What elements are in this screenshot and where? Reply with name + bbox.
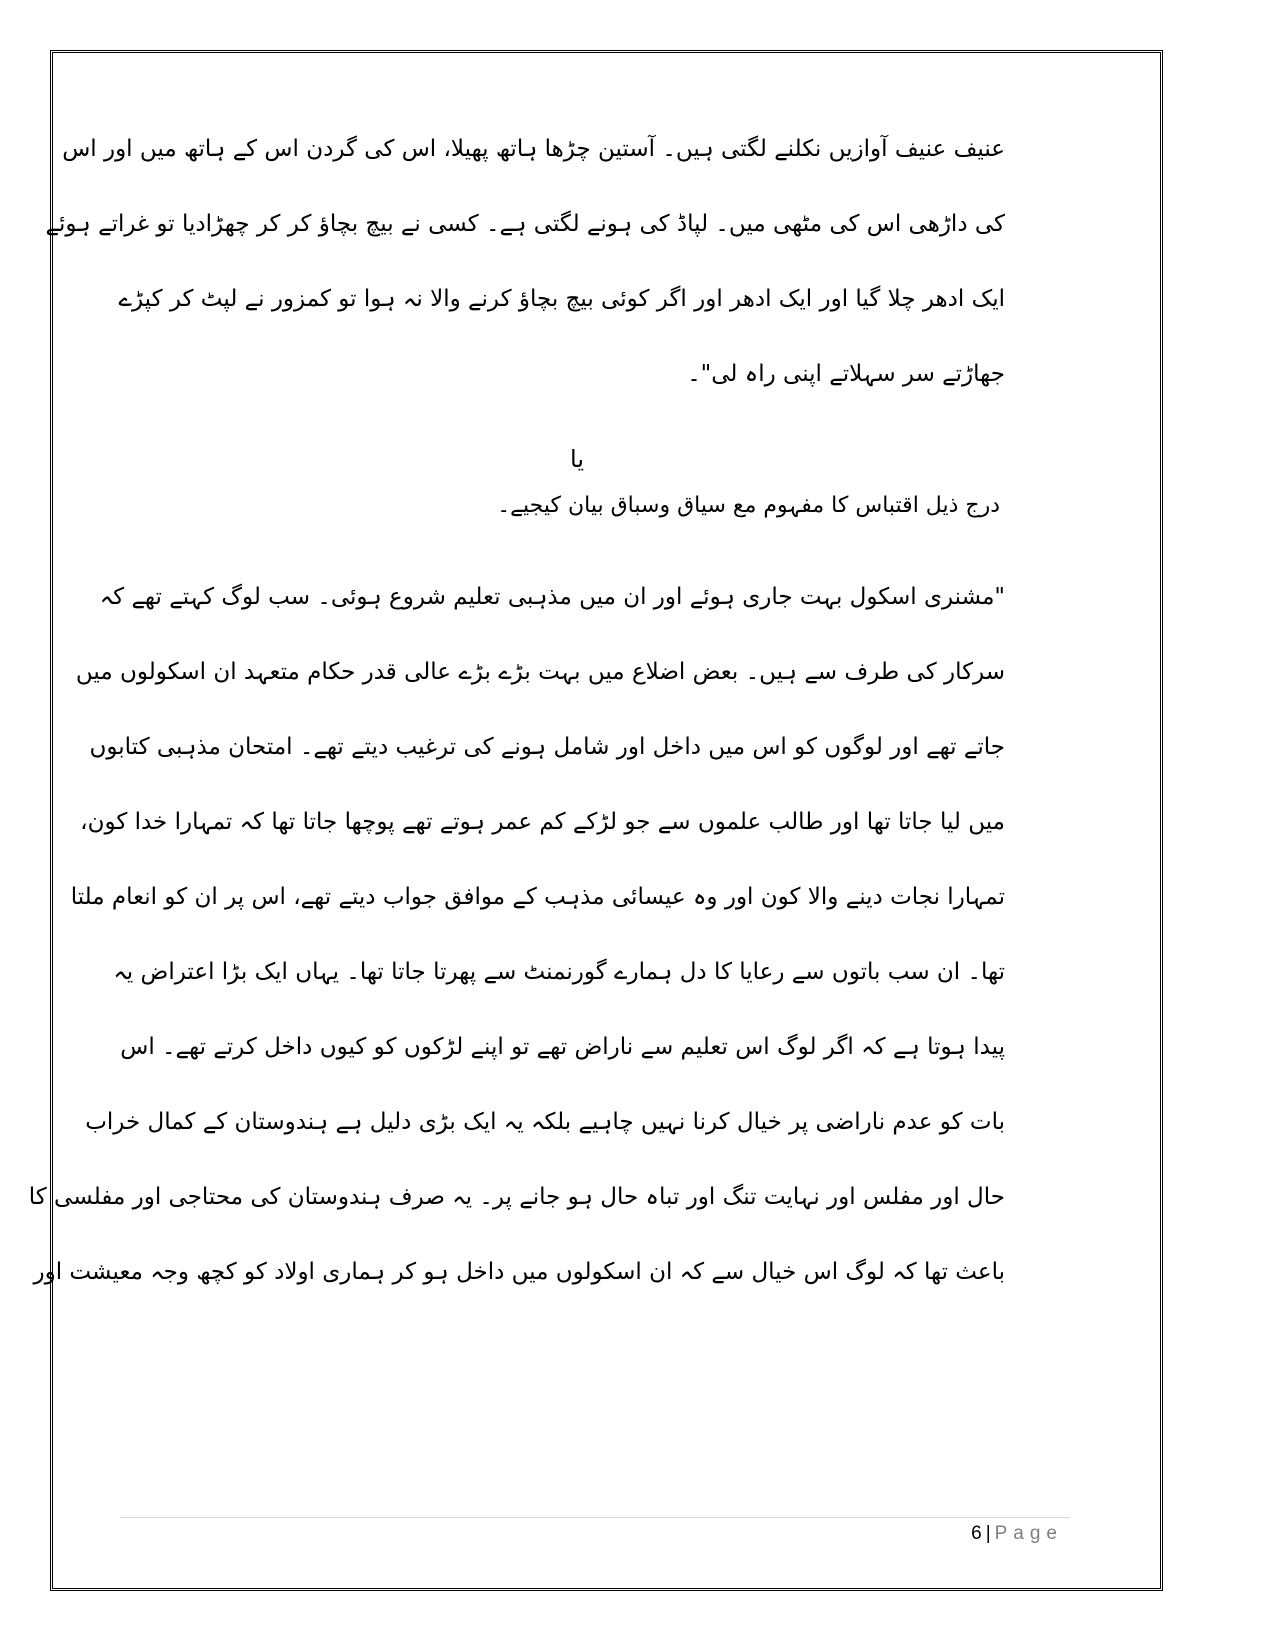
passage-1 (45, 112, 1005, 412)
passage-line: کی داڑھی اس کی مٹھی میں۔ لپاڈ کی ہونے لگتی ہے۔ کسی نے بیچ بچاؤ کر کر چھڑادیا تو غراتے ہوئے (45, 211, 1005, 237)
passage-line: تمہارا نجات دینے والا کون اور وہ عیسائی مذہب کے موافق جواب دیتے تھے، اس پر ان کو انعام ملتا (70, 884, 1005, 910)
passage-line: جاتے تھے اور لوگوں کو اس میں داخل اور شامل ہونے کی ترغیب دیتے تھے۔ امتحان مذہبی کتابوں (89, 734, 1005, 760)
passage-line: پیدا ہوتا ہے کہ اگر لوگ اس تعلیم سے ناراض تھے تو اپنے لڑکوں کو کیوں داخل کرتے تھے۔ اس (120, 1034, 1005, 1060)
passage-line: "مشنری اسکول بہت جاری ہوئے اور ان میں مذہبی تعلیم شروع ہوئی۔ سب لوگ کہتے تھے کہ (99, 584, 1005, 610)
page-label: Page (994, 1523, 1063, 1544)
page-number: 6 (971, 1523, 982, 1544)
passage-line: تھا۔ ان سب باتوں سے رعایا کا دل ہمارے گورنمنٹ سے پھرتا جاتا تھا۔ یہاں ایک بڑا اعتراض یہ (113, 959, 1005, 985)
question-instruction: درج ذیل اقتباس کا مفہوم مع سیاق وسباق بیان کیجیے۔ (497, 493, 1000, 518)
passage-line: باعث تھا کہ لوگ اس خیال سے کہ ان اسکولوں میں داخل ہو کر ہماری اولاد کو کچھ وجہ معیشت اور (33, 1259, 1005, 1285)
passage-line: عنیف عنیف آوازیں نکلنے لگتی ہیں۔ آستین چڑھا ہاتھ پھیلا، اس کی گردن اس کے ہاتھ میں اور اس (62, 136, 1005, 162)
passage-line: ایک ادھر چلا گیا اور ایک ادھر اور اگر کوئی بیچ بچاؤ کرنے والا نہ ہوا تو کمزور نے لپٹ کر کپڑے (118, 286, 1005, 312)
or-label: یا (570, 445, 584, 473)
passage-line: بات کو عدم ناراضی پر خیال کرنا نہیں چاہیے بلکہ یہ ایک بڑی دلیل ہے ہندوستان کے کمال خراب (85, 1109, 1005, 1135)
footer-separator: | (985, 1523, 991, 1544)
passage-line: میں لیا جاتا تھا اور طالب علموں سے جو لڑکے کم عمر ہوتے تھے پوچھا جاتا تھا کہ تمہارا خدا کون، (80, 809, 1005, 835)
passage-line: جھاڑتے سر سہلاتے اپنی راہ لی"۔ (687, 361, 1005, 387)
passage-line: سرکار کی طرف سے ہیں۔ بعض اضلاع میں بہت بڑے بڑے عالی قدر حکام متعہد ان اسکولوں میں (75, 659, 1005, 685)
footer-divider (120, 1517, 1070, 1518)
passage-line: حال اور مفلس اور نہایت تنگ اور تباہ حال ہو جانے پر۔ یہ صرف ہندوستان کی محتاجی اور مفلسی کا (28, 1184, 1005, 1210)
passage-2 (28, 560, 1005, 1310)
page-footer (971, 1523, 1063, 1545)
